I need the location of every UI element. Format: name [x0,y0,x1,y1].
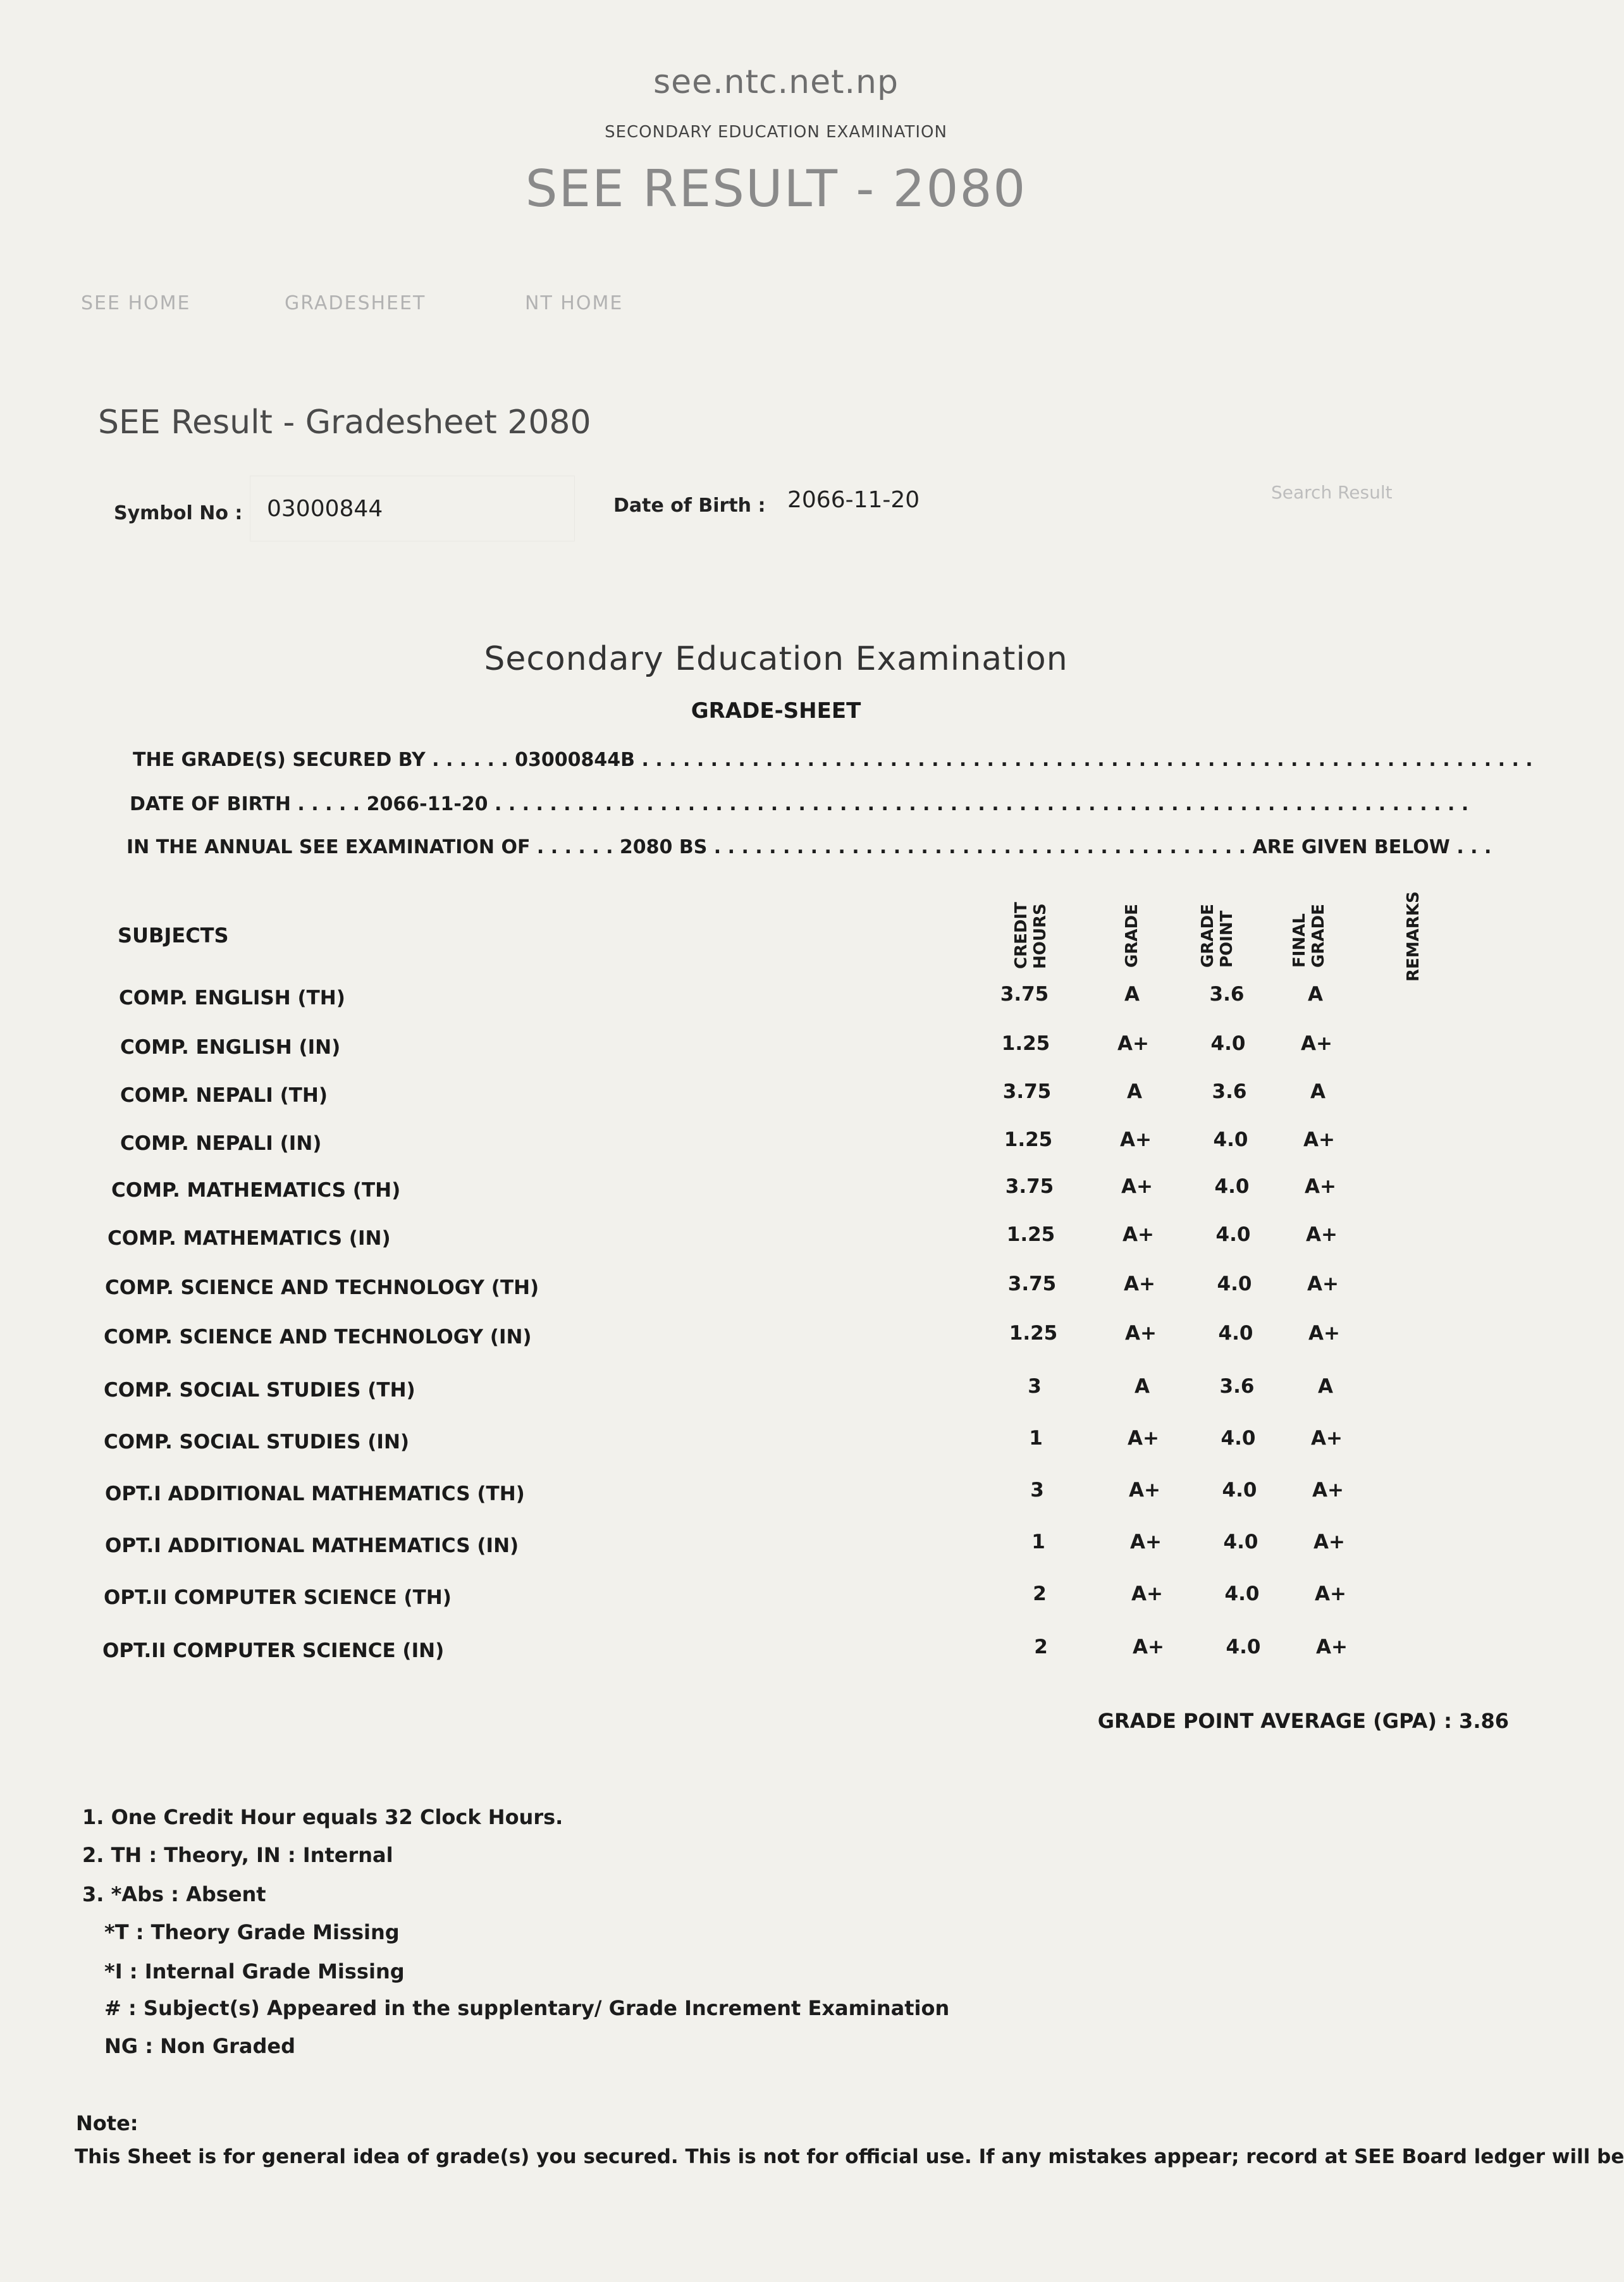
cell-grade: A+ [1121,1175,1153,1198]
legend-item: 2. TH : Theory, IN : Internal [82,1843,393,1867]
gpa-summary: GRADE POINT AVERAGE (GPA) : 3.86 [1097,1709,1509,1733]
subject-name: COMP. SOCIAL STUDIES (TH) [104,1379,415,1402]
cell-final: A+ [1305,1175,1336,1198]
cell-credit: 3 [1030,1479,1044,1502]
cell-grade: A+ [1124,1273,1155,1295]
cell-grade: A+ [1131,1582,1163,1605]
dob-line: DATE OF BIRTH . . . . . 2066-11-20 . . . . . . . . . . . . . . . . . . . . . . . . . . . . . . . . . . . . . . . . . . . . . . . . . . . . . . . . . . . . . . . . . . . . . . . [130,793,1469,815]
legend-item: 1. One Credit Hour equals 32 Clock Hours. [82,1805,563,1829]
cell-credit: 1 [1029,1427,1043,1450]
grade-header: GRADE [1123,904,1141,968]
nav-see-home[interactable]: SEE HOME [81,292,191,314]
subject-name: OPT.I ADDITIONAL MATHEMATICS (IN) [105,1534,519,1557]
cell-final: A [1310,1080,1326,1103]
legend-item: # : Subject(s) Appeared in the supplentary/ Grade Increment Examination [104,1996,950,2020]
subject-name: COMP. SCIENCE AND TECHNOLOGY (TH) [105,1276,539,1299]
cell-point: 3.6 [1209,983,1245,1006]
sheet-title: Secondary Education Examination [484,640,1068,678]
subject-name: COMP. NEPALI (IN) [120,1132,322,1155]
credit-hours-header: CREDIT HOURS [1012,902,1050,969]
cell-point: 4.0 [1221,1427,1256,1450]
cell-credit: 3.75 [1000,983,1049,1006]
final-grade-header: FINAL GRADE [1290,904,1328,968]
cell-final: A+ [1307,1273,1339,1295]
cell-point: 4.0 [1222,1479,1257,1502]
site-subtitle: SECONDARY EDUCATION EXAMINATION [605,123,947,142]
exam-line: IN THE ANNUAL SEE EXAMINATION OF . . . . . . 2080 BS . . . . . . . . . . . . . . . . . . . . . . . . . . . . . . . . . . . . . . . ARE GIVEN BELOW . . . [126,836,1492,858]
cell-point: 4.0 [1214,1175,1250,1198]
cell-point: 4.0 [1210,1032,1246,1055]
cell-final: A+ [1301,1032,1332,1055]
cell-grade: A [1127,1080,1142,1103]
cell-final: A+ [1316,1636,1348,1658]
cell-final: A [1308,983,1323,1006]
page-title: SEE Result - Gradesheet 2080 [98,404,591,441]
cell-grade: A [1135,1375,1150,1398]
cell-credit: 1.25 [1006,1223,1055,1246]
subject-name: COMP. SOCIAL STUDIES (IN) [104,1431,410,1453]
cell-final: A+ [1311,1427,1343,1450]
cell-credit: 1.25 [1004,1128,1053,1151]
subjects-header: SUBJECTS [118,923,229,947]
page-banner-title: SEE RESULT - 2080 [525,159,1027,218]
legend-item: NG : Non Graded [104,2034,295,2058]
cell-credit: 1 [1031,1531,1045,1553]
cell-grade: A+ [1117,1032,1149,1055]
subject-name: COMP. NEPALI (TH) [120,1084,328,1107]
site-domain: see.ntc.net.np [653,63,899,101]
subject-name: COMP. SCIENCE AND TECHNOLOGY (IN) [104,1326,532,1348]
subject-name: OPT.II COMPUTER SCIENCE (TH) [104,1586,452,1609]
dob-label: Date of Birth : [613,495,766,517]
cell-point: 3.6 [1212,1080,1247,1103]
cell-credit: 3.75 [1005,1175,1054,1198]
cell-point: 4.0 [1226,1636,1261,1658]
cell-credit: 1.25 [1009,1322,1058,1345]
cell-grade: A+ [1123,1223,1154,1246]
legend-item: 3. *Abs : Absent [82,1882,266,1906]
symbol-value: 03000844 [267,496,383,522]
note-text: This Sheet is for general idea of grade(s) you secured. This is not for official use. If any mistakes appear; record at SEE Board ledger will be [75,2145,1624,2168]
cell-credit: 3.75 [1002,1080,1052,1103]
cell-final: A+ [1315,1582,1346,1605]
cell-grade: A+ [1125,1322,1157,1345]
cell-final: A+ [1306,1223,1338,1246]
subject-name: OPT.II COMPUTER SCIENCE (IN) [102,1639,445,1662]
cell-credit: 3 [1028,1375,1042,1398]
cell-grade: A+ [1130,1531,1162,1553]
secured-by-line: THE GRADE(S) SECURED BY . . . . . . 03000844B . . . . . . . . . . . . . . . . . . . . . . . . . . . . . . . . . . . . . . . . . . . . . . . . . . . . . . . . . . . . . . . . . [133,749,1533,771]
cell-grade: A+ [1129,1479,1160,1502]
cell-grade: A [1124,983,1140,1006]
note-heading: Note: [76,2111,138,2135]
cell-credit: 2 [1034,1636,1048,1658]
cell-final: A+ [1303,1128,1335,1151]
cell-point: 4.0 [1217,1273,1252,1295]
nav-nt-home[interactable]: NT HOME [525,292,624,314]
cell-grade: A+ [1120,1128,1152,1151]
cell-point: 4.0 [1213,1128,1248,1151]
legend-item: *T : Theory Grade Missing [104,1920,400,1944]
cell-final: A+ [1308,1322,1340,1345]
cell-point: 4.0 [1223,1531,1258,1553]
cell-grade: A+ [1133,1636,1164,1658]
grade-point-header: GRADE POINT [1198,904,1236,968]
dob-input[interactable]: 2066-11-20 [787,487,920,513]
subject-name: OPT.I ADDITIONAL MATHEMATICS (TH) [105,1483,525,1505]
cell-credit: 3.75 [1007,1273,1057,1295]
subject-name: COMP. ENGLISH (IN) [120,1036,341,1059]
cell-point: 4.0 [1224,1582,1260,1605]
cell-grade: A+ [1128,1427,1159,1450]
subject-name: COMP. MATHEMATICS (TH) [111,1179,401,1202]
remarks-header: REMARKS [1404,891,1423,982]
cell-final: A+ [1313,1531,1345,1553]
sheet-subtitle: GRADE-SHEET [691,698,861,724]
legend-item: *I : Internal Grade Missing [104,1959,405,1983]
cell-point: 3.6 [1219,1375,1255,1398]
symbol-label: Symbol No : [114,502,243,524]
cell-credit: 1.25 [1001,1032,1050,1055]
nav-gradesheet[interactable]: GRADESHEET [285,292,426,314]
cell-point: 4.0 [1215,1223,1251,1246]
cell-final: A [1318,1375,1333,1398]
search-result-button[interactable]: Search Result [1271,482,1393,503]
cell-final: A+ [1312,1479,1344,1502]
cell-credit: 2 [1033,1582,1047,1605]
subject-name: COMP. MATHEMATICS (IN) [108,1227,391,1250]
cell-point: 4.0 [1218,1322,1253,1345]
subject-name: COMP. ENGLISH (TH) [119,987,345,1009]
